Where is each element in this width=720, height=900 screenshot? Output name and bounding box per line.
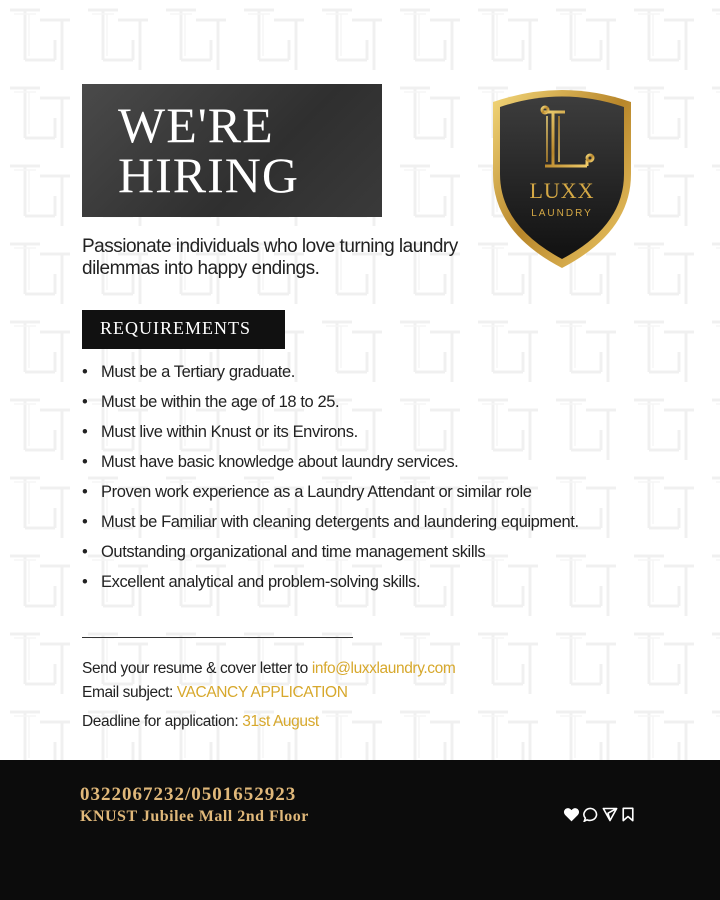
address: KNUST Jubilee Mall 2nd Floor [80, 808, 309, 825]
logo-subtitle: LAUNDRY [531, 208, 593, 219]
share-icon[interactable] [602, 807, 618, 822]
requirements-header [82, 310, 285, 349]
social-actions [563, 807, 635, 822]
headline-line-2: HIRING [118, 147, 299, 203]
bookmark-icon[interactable] [621, 807, 635, 822]
email-link[interactable]: info@luxxlaundry.com [311, 660, 456, 677]
headline-line-1: WE'RE [118, 97, 274, 153]
list-item: • Must have basic knowledge about laundry services. [82, 453, 459, 471]
list-item: • Excellent analytical and problem-solving skills. [82, 573, 421, 591]
comment-icon[interactable] [583, 807, 599, 822]
requirements-list [82, 362, 672, 602]
list-item: • Proven work experience as a Laundry Attendant or similar role [82, 483, 532, 501]
luxx-logo [487, 82, 637, 270]
deadline-value: 31st August [242, 713, 319, 730]
footer [0, 760, 720, 900]
list-item: • Must live within Knust or its Environs. [82, 423, 358, 441]
subject-value: VACANCY APPLICATION [176, 684, 348, 701]
heart-icon[interactable] [563, 807, 580, 822]
logo-name: LUXX [529, 178, 595, 203]
phone-numbers[interactable]: 0322067232/0501652923 [80, 784, 297, 805]
list-item: • Outstanding organizational and time management skills [82, 543, 486, 561]
list-item: • Must be a Tertiary graduate. [82, 363, 295, 381]
hiring-banner [82, 84, 382, 217]
email-subject: Email subject: VACANCY APPLICATION [82, 684, 348, 701]
requirements-title: REQUIREMENTS [100, 318, 251, 338]
divider [82, 637, 353, 638]
resume-instructions: Send your resume & cover letter to info@luxxlaundry.com [82, 660, 456, 677]
deadline: Deadline for application: 31st August [82, 713, 319, 730]
shield-icon [487, 82, 637, 270]
list-item: • Must be Familiar with cleaning detergents and laundering equipment. [82, 513, 579, 531]
tagline: Passionate individuals who love turning laundry dilemmas into happy endings. [82, 236, 458, 279]
list-item: • Must be within the age of 18 to 25. [82, 393, 340, 411]
